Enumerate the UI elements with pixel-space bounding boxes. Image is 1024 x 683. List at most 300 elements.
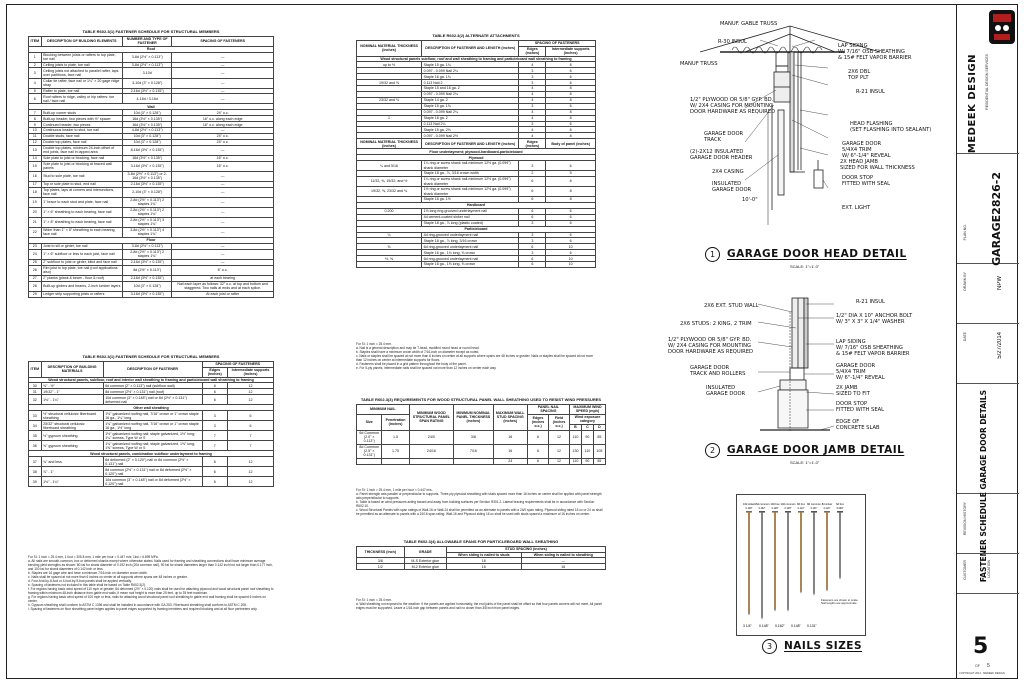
table-cell: ½" gypsum sheathing: [41, 431, 103, 441]
table-cell: 37: [29, 457, 42, 467]
table-cell: 23: [29, 243, 42, 249]
table-cell: 10d (3" × 0.128"): [123, 110, 172, 116]
table-cell: 16: [29, 171, 42, 181]
table-cell: Sole plate to joist or blocking, face nail: [41, 155, 123, 161]
nail-head: [746, 511, 752, 513]
table-cell: Built-up corner studs: [41, 110, 123, 116]
table-cell: —: [172, 187, 274, 197]
table-cell: 3-8d (2½" × 0.113"): [123, 52, 172, 62]
table-cell: ⅜" - ½": [41, 383, 103, 389]
table-cell: 6: [546, 161, 596, 171]
table-cell: 12: [228, 477, 274, 487]
table-cell: 18: [29, 187, 42, 197]
table-cell: 1.5: [382, 430, 409, 444]
col-header: STUD SPACING (inches): [447, 546, 606, 552]
table-cell: Double top plates, face nail: [41, 139, 123, 145]
table-cell: 6: [546, 80, 596, 86]
section-label: Wall: [29, 104, 274, 110]
table-row: [357, 458, 606, 464]
label-lap-siding: LAP SIDING W/ 7/16" OSB SHEATHING & 15# FELT VAPOR BARRIER: [838, 43, 912, 61]
table-cell: 2-8d (2½" × 0.113") 2 staples 1¾": [123, 207, 172, 217]
table-cell: —: [172, 62, 274, 68]
nail-tip: [800, 591, 802, 594]
table-cell: Staple 16 ga. 1¾: [422, 74, 519, 80]
table-cell: 8d (2½" × 0.113"): [123, 265, 172, 275]
nail-head: [837, 511, 843, 513]
table-cell: 16: [521, 564, 605, 570]
nail-head: [772, 511, 778, 513]
table-cell: 19/32" - 1": [41, 389, 103, 395]
label-jamb-r21: R-21 INSUL: [856, 299, 885, 305]
table-cell: 8: [546, 187, 596, 197]
col-header: ITEM: [29, 361, 42, 377]
table-cell: —: [172, 145, 274, 155]
table-cell: —: [172, 243, 274, 249]
table-cell: 3-8d (2½" × 0.113"): [123, 243, 172, 249]
table-cell: 11/32, ⅜, 15/32, and ½: [357, 177, 422, 187]
label-door-stop: DOOR STOP FITTED WITH SEAL: [842, 175, 891, 187]
label-header: (2)-2X12 INSULATED GARAGE DOOR HEADER: [690, 149, 753, 161]
table-cell: 8-16d (3½" × 0.135"): [123, 145, 172, 155]
detail-scale: SCALE: 1"=1'-0": [790, 460, 820, 465]
table-cell: Top plates, laps at corners and intersections, face nail: [41, 187, 123, 197]
table-cell: Continuous header to stud, toe nail: [41, 128, 123, 134]
table-caption: TABLE R602.3(2) ALTERNATE ATTACHMENTS: [432, 33, 520, 38]
table-cell: 3: [519, 121, 546, 127]
detail-title: GARAGE DOOR JAMB DETAIL: [727, 444, 905, 456]
table-cell: 6: [546, 250, 596, 256]
col-group-header: SPACING OF FASTENERS: [519, 40, 596, 46]
table-cell: 6: [202, 389, 228, 395]
nail-shank: [748, 513, 750, 613]
table-cell: 26: [29, 265, 42, 275]
field-label-plan: PLAN NO.: [963, 224, 967, 241]
label-dbl-plate: 2X6 DBL TOP PLT: [848, 69, 871, 81]
table-row: [29, 457, 274, 467]
table-cell: —: [172, 197, 274, 207]
table-cell: 3-8d (2½" × 0.113"): [123, 62, 172, 68]
table-cell: 8: [546, 133, 596, 139]
table-cell: At each joist or rafter: [172, 291, 274, 297]
nail-tip: [761, 617, 763, 620]
nail-head: [798, 511, 804, 513]
table-cell: 16d (3½" × 0.135"): [123, 116, 172, 122]
table-cell: Rim joist to top plate, toe nail (roof applications also): [41, 265, 123, 275]
table-cell: 1" × 6" subfloor or less to each joist, face nail: [41, 249, 123, 259]
table-cell: 24" o.c.: [172, 134, 274, 140]
col-header: Intermediate supports (inches): [546, 46, 596, 56]
table-cell: 16" o.c. along each edge: [172, 122, 274, 128]
title-block: [956, 4, 1019, 679]
table-cell: 16: [447, 558, 522, 564]
section-label: Particleboard: [357, 226, 596, 232]
table-row: [29, 171, 274, 181]
table-row: [29, 421, 274, 431]
col-header: Size: [357, 414, 382, 430]
nail-dimension: 0.131": [807, 624, 817, 628]
nail-note: Fasteners are shown to scale. Nail lengths are approximate.: [821, 598, 859, 606]
table-cell: 10d common (3" × 0.148") nail or 8d deformed (2½" × 0.120") nail: [103, 477, 202, 487]
table-cell: Staple 18 ga., ⅞ long (plastic coated): [422, 220, 519, 226]
table-cell: 16d (3½" × 0.135"): [123, 155, 172, 161]
table-cell: 6: [228, 421, 274, 431]
nail-shank: [839, 513, 841, 577]
table-cell: 6: [202, 395, 228, 405]
table-cell: 3: [519, 232, 546, 238]
label-track: GARAGE DOOR TRACK: [704, 131, 744, 143]
table-cell: 6: [519, 214, 546, 220]
nail-diameter: 0.162": [758, 507, 766, 510]
table-cell: 1: [29, 52, 42, 62]
table-cell: 4: [519, 97, 546, 103]
table-header-row: [357, 139, 596, 149]
table-cell: Ledger strip supporting joists or rafters: [41, 291, 123, 297]
table-cell: 24" o.c.: [172, 139, 274, 145]
nail-tip: [813, 593, 815, 596]
col-header: PANEL NAIL SPACING: [527, 404, 569, 414]
table-cell: 10: [546, 244, 596, 250]
table-cell: Ceiling joists not attached to parallel rafter, laps over partitions, face nail: [41, 68, 123, 78]
table-cell: 4: [519, 62, 546, 68]
table-cell: 23/32 and ¾: [357, 97, 422, 103]
table-cell: —: [172, 207, 274, 217]
table-cell: 33: [29, 411, 42, 421]
nail-shank: [813, 513, 815, 593]
table-cell: 6d common (2" × 0.113") nail (subfloor wall): [103, 383, 202, 389]
nail-shank: [800, 513, 802, 591]
table-cell: 6: [519, 197, 546, 203]
table-cell: 3: [519, 250, 546, 256]
label-head-jamb: 2X HEAD JAMB SIZED FOR WALL THICKNESS: [840, 159, 915, 171]
table-cell: 105: [593, 444, 605, 458]
table-row: [357, 187, 596, 197]
nail-head: [785, 511, 791, 513]
label-plywood: 1/2" PLYWOOD OR 5/8" GYP. BD. W/ 2X4 CASING FOR MOUNTING DOOR HARDWARE AS REQUIRED: [690, 97, 776, 115]
table-cell: —: [172, 128, 274, 134]
table-cell: 6: [519, 256, 546, 262]
table-cell: 6: [527, 430, 548, 444]
nail-4: [797, 502, 805, 594]
nail-tip: [774, 609, 776, 612]
table-cell: 3: [519, 220, 546, 226]
nails-drawing: [737, 495, 865, 635]
table-cell: —: [172, 171, 274, 181]
drawn-by: NPW: [997, 276, 1003, 290]
table-cell: 6: [519, 262, 546, 268]
nail-6: [822, 502, 833, 592]
sheathing-notes: For SI: 1 inch = 25.4 mm, 1 foot = 305.8 mm, 1 mile per hour = 0.447 m/s; 1ksi = 6.895 MPa. a. All nails are smooth-common, box or deformed shanks except where otherwise stated. Nails used for framing and sheathing connections shall have minimum average bending yield strengths as shown: 80 ksi for shank diameter of 0.192 inch (20d common nail), 90 ksi for shank diameters larger than 0.142 inch but not larger than 0.177 inch, and 100 ksi for shank diameters of 0.142 inch or less. b. Staples are 16 gage wire and have a minimum 7/16-inch on diameter crown width. c. Nails shall be spaced at not more than 6 inches on center at all supports where spans are 48 inches or greater. d. Four-foot-by-8-foot or 4-foot-by-9-foot panels shall be applied vertically. e. Spacing of fasteners not included in this table shall be based on Table R602.3(2). f. For regions having basic wind speed of 110 mph or greater, 8d deformed (2½" × 0.120) nails shall be used for attaching plywood and wood structural panel roof sheathing to framing within minimum 48-inch distance from gable end walls, if mean roof height is more than 25 feet, up to 35 feet maximum. g. For regions having basic wind speed of 100 mph or less, nails for attaching wood structural panel roof sheathing to gable end wall framing shall be spaced 6 inches on center. h. Gypsum sheathing shall conform to ASTM C 1396 and shall be installed in accordance with GA 253. Fiberboard sheathing shall conform to ASTM C 208. i. Spacing of fasteners on floor sheathing panel edges applies to panel edges supported by framing members and required blocking and at all floor perimeters only.: [28, 555, 274, 611]
table-cell: 24: [493, 458, 527, 464]
table-cell: 3-8d (2½" × 0.113") 4 staples 1¾": [123, 227, 172, 237]
table-cell: 7: [202, 431, 228, 441]
section-label: Roof: [29, 46, 274, 52]
table-cell: 20: [29, 207, 42, 217]
table-cell: 12: [228, 389, 274, 395]
table-row: [29, 161, 274, 171]
table-cell: 3/8: [454, 430, 493, 444]
table-row: [29, 52, 274, 62]
table-cell: 0.097 - 0.099 Nail 2¼: [422, 68, 519, 74]
table-cell: 16: [447, 564, 522, 570]
table-cell: 19/32, ⅝, 23/32 and ¾: [357, 187, 422, 197]
col-header: Body of panel (inches): [546, 139, 596, 149]
company-name: MEDEEK DESIGN: [967, 54, 978, 154]
table-cell: 19/32 and ⅝: [357, 80, 422, 86]
table-cell: 3: [29, 68, 42, 78]
col-header: D: [593, 424, 605, 430]
nail-3: [781, 502, 797, 612]
nail-tip: [748, 613, 750, 616]
label-jamb-door-stop: DOOR STOP FITTED WITH SEAL: [836, 401, 885, 413]
table-cell: 12: [549, 430, 570, 444]
table-cell: M-S Exterior glue: [404, 558, 446, 564]
table-cell: 16: [493, 444, 527, 458]
field-label-location: LOCATION: [987, 560, 991, 578]
table-cell: 8: [546, 62, 596, 68]
table-cell: 8: [546, 86, 596, 92]
table-cell: 8: [546, 115, 596, 121]
table-cell: 1¼ ring or screw shank nail-minimum 12½ ga. (0.099") shank diameter: [422, 161, 519, 171]
col-header: MINIMUM NOMINAL PANEL THICKNESS (inches): [454, 404, 493, 430]
table-cell: Continued header, two pieces: [41, 122, 123, 128]
table-cell: 12: [228, 383, 274, 389]
table-cell: 2-16d (3½" × 0.135"): [123, 275, 172, 281]
table-cell: —: [172, 94, 274, 104]
label-jamb-2x: 2X JAMB SIZED TO FIT: [836, 385, 870, 397]
table-cell: 16" o.c.: [172, 155, 274, 161]
table-row: [29, 94, 274, 104]
col-header: When siding is nailed to studs: [447, 552, 522, 558]
table-cell: 0.200: [357, 208, 422, 214]
table-cell: 6: [29, 94, 42, 104]
label-trim: GARAGE DOOR 5/4X4 TRIM W/ 6"-1/4" REVEAL: [842, 141, 891, 159]
table-cell: Staple 15 ga. 2⅛: [422, 127, 519, 133]
table-cell: 3/8: [357, 558, 405, 564]
table-cell: 16: [493, 430, 527, 444]
table-cell: 12: [228, 395, 274, 405]
table-cell: [357, 262, 422, 268]
detail-scale: SCALE: 1"=1'-0": [790, 264, 820, 269]
col-header: ITEM: [29, 36, 42, 46]
table-cell: 6: [519, 244, 546, 250]
table-cell: 1⅛" - 1¼": [41, 477, 103, 487]
nail-diameter: 0.113": [823, 507, 831, 510]
section-label: Floor underlayment; plywood-hardboard-particleboard: [357, 149, 596, 155]
table-cell: Wider than 1" × 8" sheathing to each bearing, face nail: [41, 227, 123, 237]
table-cell: 7/16: [454, 444, 493, 458]
sheet-of-label: OF: [975, 664, 980, 668]
table-cell: 0.113 Nail 2: [422, 80, 519, 86]
table-cell: 7: [29, 110, 42, 116]
table-cell: 1½ long ring-grooved underlayment nail: [422, 208, 519, 214]
nail-label: 8d sinker: [821, 503, 833, 506]
label-ext-light: EXT. LIGHT: [842, 205, 871, 211]
table-cell: 7: [228, 431, 274, 441]
table-cell: 1/2: [357, 564, 405, 570]
table-cell: —: [172, 52, 274, 62]
table-cell: ⅜: [357, 244, 422, 250]
label-r30: R-30 INSUL: [718, 39, 747, 45]
table-cell: Blocking between joists or rafters to top plate, toe nail: [41, 52, 123, 62]
table-cell: ¾" and less: [41, 457, 103, 467]
nail-2: [770, 502, 780, 612]
table-cell: 4: [519, 133, 546, 139]
col-header: NOMINAL MATERIAL THICKNESS (inches): [357, 139, 422, 149]
table-cell: 24" o.c.: [172, 110, 274, 116]
field-label-date: DATE: [963, 332, 967, 342]
col-group-header: SPACING OF FASTENERS: [202, 361, 274, 367]
table-cell: 24: [29, 249, 42, 259]
nail-label: 16d common: [754, 503, 770, 506]
table-cell: ⅞" - 1": [41, 467, 103, 477]
table-cell: Staple 18 ga., ⅞ long, 3/16 crown: [422, 238, 519, 244]
table-cell: 3: [202, 411, 228, 421]
table-cell: 6: [202, 457, 228, 467]
table-cell: 3-16d (3½" × 0.135"): [123, 291, 172, 297]
table-cell: 25/32" structural cellulosic fiberboard sheathing: [41, 421, 103, 431]
nail-shank: [826, 513, 828, 589]
nail-tip: [826, 589, 828, 592]
sheet-number-cell: [957, 594, 1019, 679]
table-row: [29, 291, 274, 297]
table-cell: 10d (3" × 0.128"): [123, 139, 172, 145]
table-cell: 3: [519, 68, 546, 74]
nail-label: 8d box: [797, 503, 805, 506]
table-row: [29, 281, 274, 291]
table-cell: 7: [228, 441, 274, 451]
col-header: Field (inches o.c.): [549, 414, 570, 430]
section-label: Hardboard: [357, 202, 596, 208]
table-cell: Collar tie rafter, face nail or 1¼" × 20 gage ridge strap: [41, 78, 123, 88]
section-label: Other wall sheathing: [29, 405, 274, 411]
table-cell: 8d Common (2.5" × 0.131"): [357, 444, 382, 458]
label-jamb-trim: GARAGE DOOR 5/4X4 TRIM W/ 6"-1/4" REVEAL: [836, 363, 885, 381]
table-cell: 0.097 - 0.099 Nail 2½: [422, 133, 519, 139]
table-cell: [357, 458, 382, 464]
table-cell: 39: [29, 477, 42, 487]
table-cell: Joist to sill or girder, toe nail: [41, 243, 123, 249]
nail-7: [836, 502, 844, 580]
drawing-title: FASTENER SCHEDULE GARAGE DOOR DETAILS: [979, 390, 988, 583]
col-header: MINIMUM WOOD STRUCTURAL PANEL SPAN RATING: [409, 404, 453, 430]
table-cell: at each bearing: [172, 275, 274, 281]
table-cell: 6: [527, 444, 548, 458]
nail-shank: [761, 513, 763, 617]
table-cell: 27: [29, 275, 42, 281]
table-cell: 8d common (2½" × 0.131") nail or 8d deformed (2½" × 0.120") nail: [103, 467, 202, 477]
table-cell: 24/0: [409, 430, 453, 444]
table-cell: 3: [202, 421, 228, 431]
table-row: [29, 395, 274, 405]
nail-diameter: 0.113": [797, 507, 805, 510]
table-cell: Staple 16 ga. 2: [422, 115, 519, 121]
label-jamb-insulated-door: INSULATED GARAGE DOOR: [706, 385, 746, 397]
medeek-logo: [987, 8, 1017, 46]
detail-title: NAILS SIZES: [784, 640, 863, 652]
table-cell: [382, 458, 409, 464]
col-header: Intermediate supports (inches): [228, 367, 274, 377]
span-notes: For SI: 1 inch = 25.4 mm. a. Wall sheathing not exposed to the weather. If the panels are applied horizontally, the end joints of the panel shall be offset so that four panels corners will not meet. All panel edges must be supported. Leave a 1/16-inch gap between panels and nail no closer than 3/8 inch from panel edges.: [356, 598, 602, 610]
sheet-title: GARAGE2826-2: [990, 172, 1003, 266]
table-cell: —: [172, 249, 274, 259]
table-cell: 13: [29, 145, 42, 155]
nail-dimension: 0.148": [791, 624, 801, 628]
nail-head: [811, 511, 817, 513]
table-cell: up to ½: [357, 62, 422, 68]
table-cell: 4: [519, 91, 546, 97]
col-header: Wind exposure category: [569, 414, 605, 424]
table-row: [29, 441, 274, 451]
table-cell: 3-16d (3½" × 0.135"): [123, 161, 172, 171]
table-row: [29, 411, 274, 421]
col-header: MINIMUM NAIL: [357, 404, 410, 414]
sheet-number: 5: [973, 634, 989, 659]
table-cell: Nail each layer as follows: 32" o.c. at top and bottom and staggered. Two nails at ends and at each splice.: [172, 281, 274, 291]
table-cell: 90: [582, 458, 594, 464]
table-cell: 3: [519, 74, 546, 80]
table-cell: 4d ring-grooved underlayment nail: [422, 232, 519, 238]
table-cell: —: [172, 88, 274, 94]
table-cell: 8: [546, 127, 596, 133]
table-cell: 2-10d (3" × 0.128"): [123, 187, 172, 197]
table-cell: 32: [29, 395, 42, 405]
table-row: [357, 430, 606, 444]
label-casing: 2X4 CASING: [712, 169, 744, 175]
table-cell: 6d deformed (2" × 0.120") nail or 8d common (2½" × 0.131") nail: [103, 457, 202, 467]
table-cell: Built-up header, two pieces with ½" spacer: [41, 116, 123, 122]
col-header: MAXIMUM WIND SPEED (mph): [569, 404, 605, 414]
company-subtitle: RESIDENTIAL DESIGN SERVICES: [985, 54, 989, 110]
table-cell: 85: [593, 430, 605, 444]
table-cell: 8: [546, 197, 596, 203]
table-cell: 2: [519, 171, 546, 177]
nail-0: [743, 502, 755, 616]
table-cell: 6: [519, 177, 546, 187]
nail-1: [755, 502, 771, 620]
table-cell: 6: [202, 477, 228, 487]
table-cell: 8: [546, 91, 596, 97]
nail-diameter: 0.148": [745, 507, 753, 510]
table-row: [29, 431, 274, 441]
table-cell: Staple 16 ga., 1⅛ long, ⅜ crown: [422, 250, 519, 256]
table-cell: 38: [29, 467, 42, 477]
table-cell: 5: [29, 88, 42, 94]
section-label: Wood structural panels, subfloor, roof and interior wall sheathing to framing and particleboard wall sheathing to framing: [29, 377, 274, 383]
table-cell: 22: [29, 227, 42, 237]
table-cell: 14: [29, 155, 42, 161]
table-cell: 2" subfloor to joist or girder, blind and face nail: [41, 259, 123, 265]
table-cell: 6" o.c.: [172, 265, 274, 275]
alternate-attachments-table: [356, 34, 596, 268]
table-cell: 110: [582, 444, 594, 458]
col-header: Edges (inches): [202, 367, 228, 377]
table-cell: 1½" galvanized roofing nail, 7/16" crown or 1" crown staple 16 ga., 1¼" long: [103, 411, 202, 421]
label-manuf-truss: MANUF TRUSS: [680, 61, 718, 67]
table-cell: 35: [29, 431, 42, 441]
table-row: [29, 197, 274, 207]
table-cell: 36: [29, 441, 42, 451]
nail-head: [824, 511, 830, 513]
nail-tip: [839, 577, 841, 580]
col-header: DESCRIPTION OF FASTENER AND LENGTH (inches): [422, 40, 519, 56]
drawn-cell: [957, 264, 1019, 324]
table-cell: 4: [519, 109, 546, 115]
table-cell: Built-up girders and beams, 2-inch lumber layers: [41, 281, 123, 291]
section-label: Wood structural panels subfloor, roof and wall sheathing to framing and particleboard wall sheathing to framing: [357, 56, 596, 62]
table-cell: 6: [527, 458, 548, 464]
table-cell: 8: [546, 177, 596, 187]
sheet-total: 5: [987, 663, 990, 669]
